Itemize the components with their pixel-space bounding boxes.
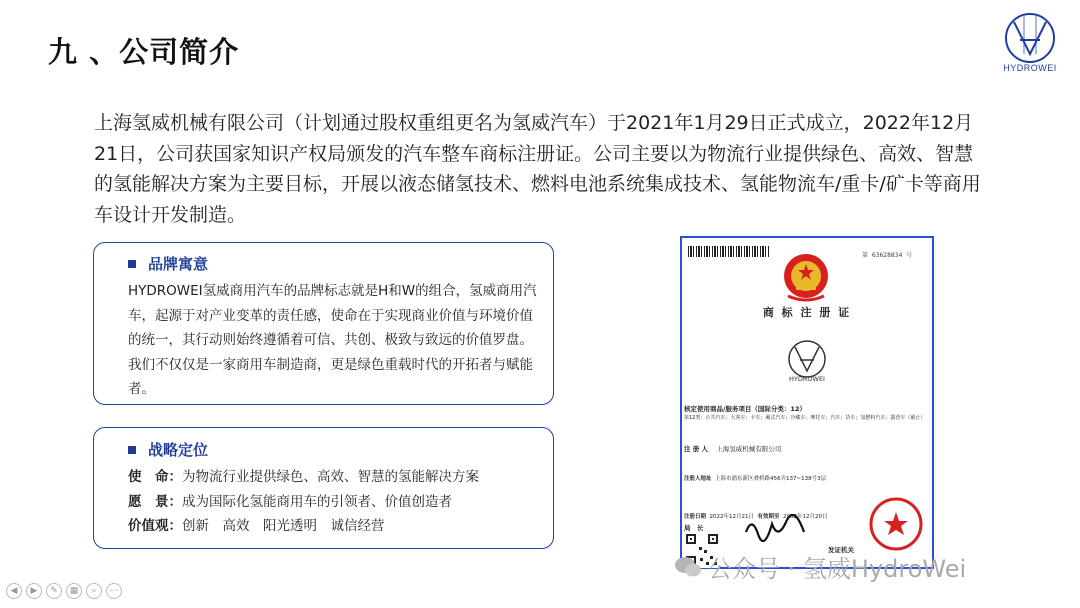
brand-card-header	[128, 253, 208, 274]
cert-goods-heading: 核定使用商品/服务项目（国际分类：12）	[684, 405, 806, 413]
cert-goods-detail: 第12类：公共汽车；大客车；卡车；厢式汽车；冷藏车；摩托车；汽车；货车；氢燃料汽车；露营车（截止）	[684, 415, 926, 421]
cert-dates: 注册日期 2022年12月21日 有效期至 2032年12月20日	[684, 514, 828, 520]
next-slide-icon[interactable]: ▶	[26, 583, 42, 599]
pen-icon[interactable]: ✎	[46, 583, 62, 599]
cert-issuer-label: 发证机关	[828, 546, 854, 554]
cert-number: 第 63628834 号	[862, 252, 913, 259]
square-bullet-icon	[128, 446, 136, 454]
row-label: 使 命：	[128, 469, 182, 485]
strategy-card	[93, 427, 554, 549]
hydrowei-logo-icon	[786, 338, 828, 380]
row-value: 为物流行业提供绿色、高效、智慧的氢能解决方案	[182, 469, 479, 485]
prev-slide-icon[interactable]: ◀	[6, 583, 22, 599]
cert-director-label: 局 长	[684, 524, 704, 532]
wechat-watermark	[674, 549, 966, 584]
signature-icon	[742, 514, 812, 542]
barcode-icon	[688, 246, 770, 257]
strategy-card-title: 战略定位	[148, 441, 209, 459]
row-value: 创新 高效 阳光透明 诚信经营	[182, 518, 385, 534]
national-emblem-icon	[778, 250, 834, 304]
brand-meaning-card	[93, 242, 554, 405]
strategy-row-vision	[128, 490, 479, 515]
row-value: 成为国际化氢能商用车的引领者、价值创造者	[182, 493, 452, 510]
strategy-card-header	[128, 439, 208, 460]
brand-card-body: HYDROWEI氢威商用汽车的品牌标志就是H和W的组合，氢威商用汽车，起源于对产业变革的责任感，使命在于实现商业价值与环境价值的统一，其行动则始终遵循着可信、共创、极致与致远的价值罗盘。我们不仅仅是一家商用车制造商，更是绿色重载时代的开拓者与赋能者。	[128, 283, 537, 397]
logo-wordmark: HYDROWEI	[1003, 63, 1057, 73]
strategy-row-mission	[128, 465, 479, 490]
strategy-row-values	[128, 514, 479, 539]
square-bullet-icon	[128, 260, 136, 268]
zoom-icon[interactable]: ⌕	[86, 583, 102, 599]
brand-card-title: 品牌寓意	[148, 255, 209, 273]
certificate-title: 商 标 注 册 证	[762, 306, 852, 319]
slide-toolbar	[6, 583, 122, 599]
slides-grid-icon[interactable]: ▦	[66, 583, 82, 599]
row-label: 愿 景：	[128, 493, 182, 510]
official-seal-icon	[868, 496, 924, 552]
intro-paragraph: 上海氢威机械有限公司（计划通过股权重组更名为氢威汽车）于2021年1月29日正式成立，2022年12月21日，公司获国家知识产权局颁发的汽车整车商标注册证。公司主要以为物流行业提供绿色、高效、智慧的氢能解决方案为主要目标，开展以液态储氢技术、燃料电池系统集成技术、氢能物流车/重卡/矿卡等商用车设计开发制造。	[94, 112, 981, 226]
page-title: 九 、公司简介	[48, 35, 240, 69]
cert-registrant: 注 册 人 上海氢威机械有限公司	[684, 445, 782, 453]
strategy-rows	[128, 465, 479, 539]
cert-logo-wordmark: HYDROWEI	[789, 375, 825, 383]
trademark-certificate-image	[680, 236, 934, 569]
cert-address: 注册人地址 上海市浦东新区叠桥路456弄137~138号3层	[684, 476, 827, 482]
watermark-text: 公众号 · 氢威HydroWei	[708, 555, 967, 583]
wechat-icon	[674, 556, 702, 578]
row-label: 价值观：	[128, 518, 182, 534]
more-options-icon[interactable]: ⋯	[106, 583, 122, 599]
